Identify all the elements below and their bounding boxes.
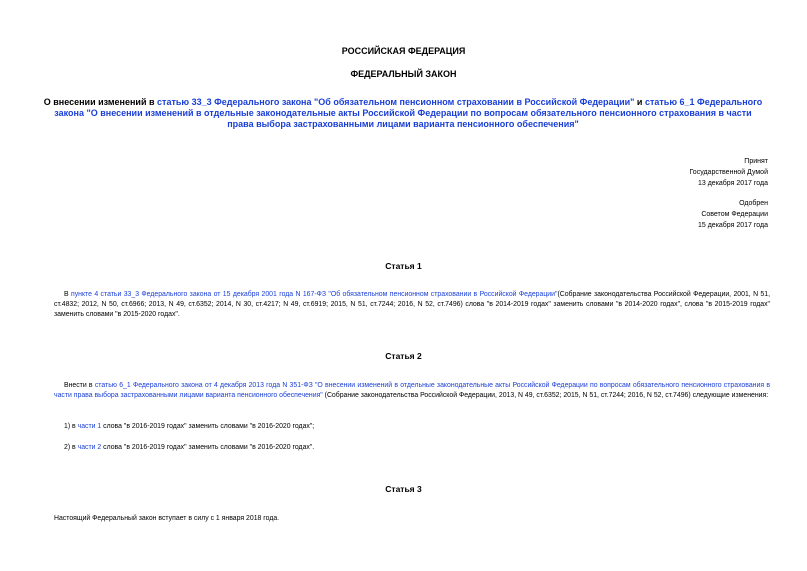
approved-label: Одобрен xyxy=(739,200,768,207)
article-2-item-2 xyxy=(64,443,314,453)
article-3-text: Настоящий Федеральный закон вступает в силу с 1 января 2018 года. xyxy=(54,515,280,522)
item-2-link-part-2[interactable]: части 2 xyxy=(77,444,102,451)
article-2-text xyxy=(54,381,770,401)
title-link-article-6-1[interactable]: статью 6_1 Федерального закона "О внесении изменений в отдельные законодательные акты Российской Федерации по вопросам обязательного пенсионного страхования в части права выбора застрахованными лицами варианта пенсионного обеспечения" xyxy=(54,97,763,129)
item-1-text: слова "в 2016-2019 годах" заменить словами "в 2016-2020 годах"; xyxy=(101,423,315,430)
title-text-1: О внесении изменений в xyxy=(43,97,158,107)
country-heading: РОССИЙСКАЯ ФЕДЕРАЦИЯ xyxy=(341,46,466,56)
approved-date: 15 декабря 2017 года xyxy=(697,222,768,229)
article-2-text-start: Внести в xyxy=(64,382,95,389)
approved-body: Советом Федерации xyxy=(701,211,768,218)
article-2-item-1 xyxy=(64,422,314,432)
article-1-text-start: В xyxy=(64,291,71,298)
adopted-block xyxy=(689,156,768,189)
article-1-text-rest: (Собрание законодательства Российской Федерации, 2001, N 51, ст.4832; 2012, N 50, ст.6966; 2013, N 49, ст.6352; 2014, N 30, ст.4217; N 49, ст.6919; 2015, N 51, ст.7244; 2016, N 52, ст.7496) слова "в 2014-2019 годах" заменить словами "в 2014-2020 годах", слова "в 2015-2019 годах" заменить словами "в 2015-2020 годах". xyxy=(54,291,771,318)
article-2-link[interactable]: статью 6_1 Федерального закона от 4 декабря 2013 года N 351-ФЗ "О внесении изменений в отдельные законодательные акты Российской Федерации по вопросам обязательного пенсионного страхования в части права выбора застрахованными лицами варианта пенсионного обеспечения" xyxy=(54,382,770,399)
title-text-2: и xyxy=(634,97,645,107)
title-link-article-33-3[interactable]: статью 33_3 Федерального закона "Об обязательном пенсионном страховании в Российской Федерации" xyxy=(157,97,635,107)
law-title xyxy=(42,97,764,130)
item-1-link-part-1[interactable]: части 1 xyxy=(77,423,102,430)
article-2-title: Статья 2 xyxy=(385,351,422,361)
article-3-title: Статья 3 xyxy=(385,484,422,494)
article-1-link[interactable]: пункте 4 статьи 33_3 Федерального закона от 15 декабря 2001 года N 167-ФЗ "Об обязательном пенсионном страховании в Российской Федерации" xyxy=(70,291,558,298)
adopted-body: Государственной Думой xyxy=(689,169,768,176)
approved-block xyxy=(698,198,768,231)
adopted-label: Принят xyxy=(744,158,768,165)
doc-type-heading: ФЕДЕРАЛЬНЫЙ ЗАКОН xyxy=(350,69,457,79)
item-1-prefix: 1) в xyxy=(64,423,78,430)
adopted-date: 13 декабря 2017 года xyxy=(697,180,768,187)
article-1-title: Статья 1 xyxy=(385,261,422,271)
item-2-text: слова "в 2016-2019 годах" заменить словами "в 2016-2020 годах". xyxy=(101,444,315,451)
article-2-text-rest: (Собрание законодательства Российской Федерации, 2013, N 49, ст.6352; 2015, N 51, ст.7244; 2016, N 52, ст.7496) следующие изменения: xyxy=(322,392,769,399)
item-2-prefix: 2) в xyxy=(64,444,78,451)
article-1-text xyxy=(54,290,770,320)
